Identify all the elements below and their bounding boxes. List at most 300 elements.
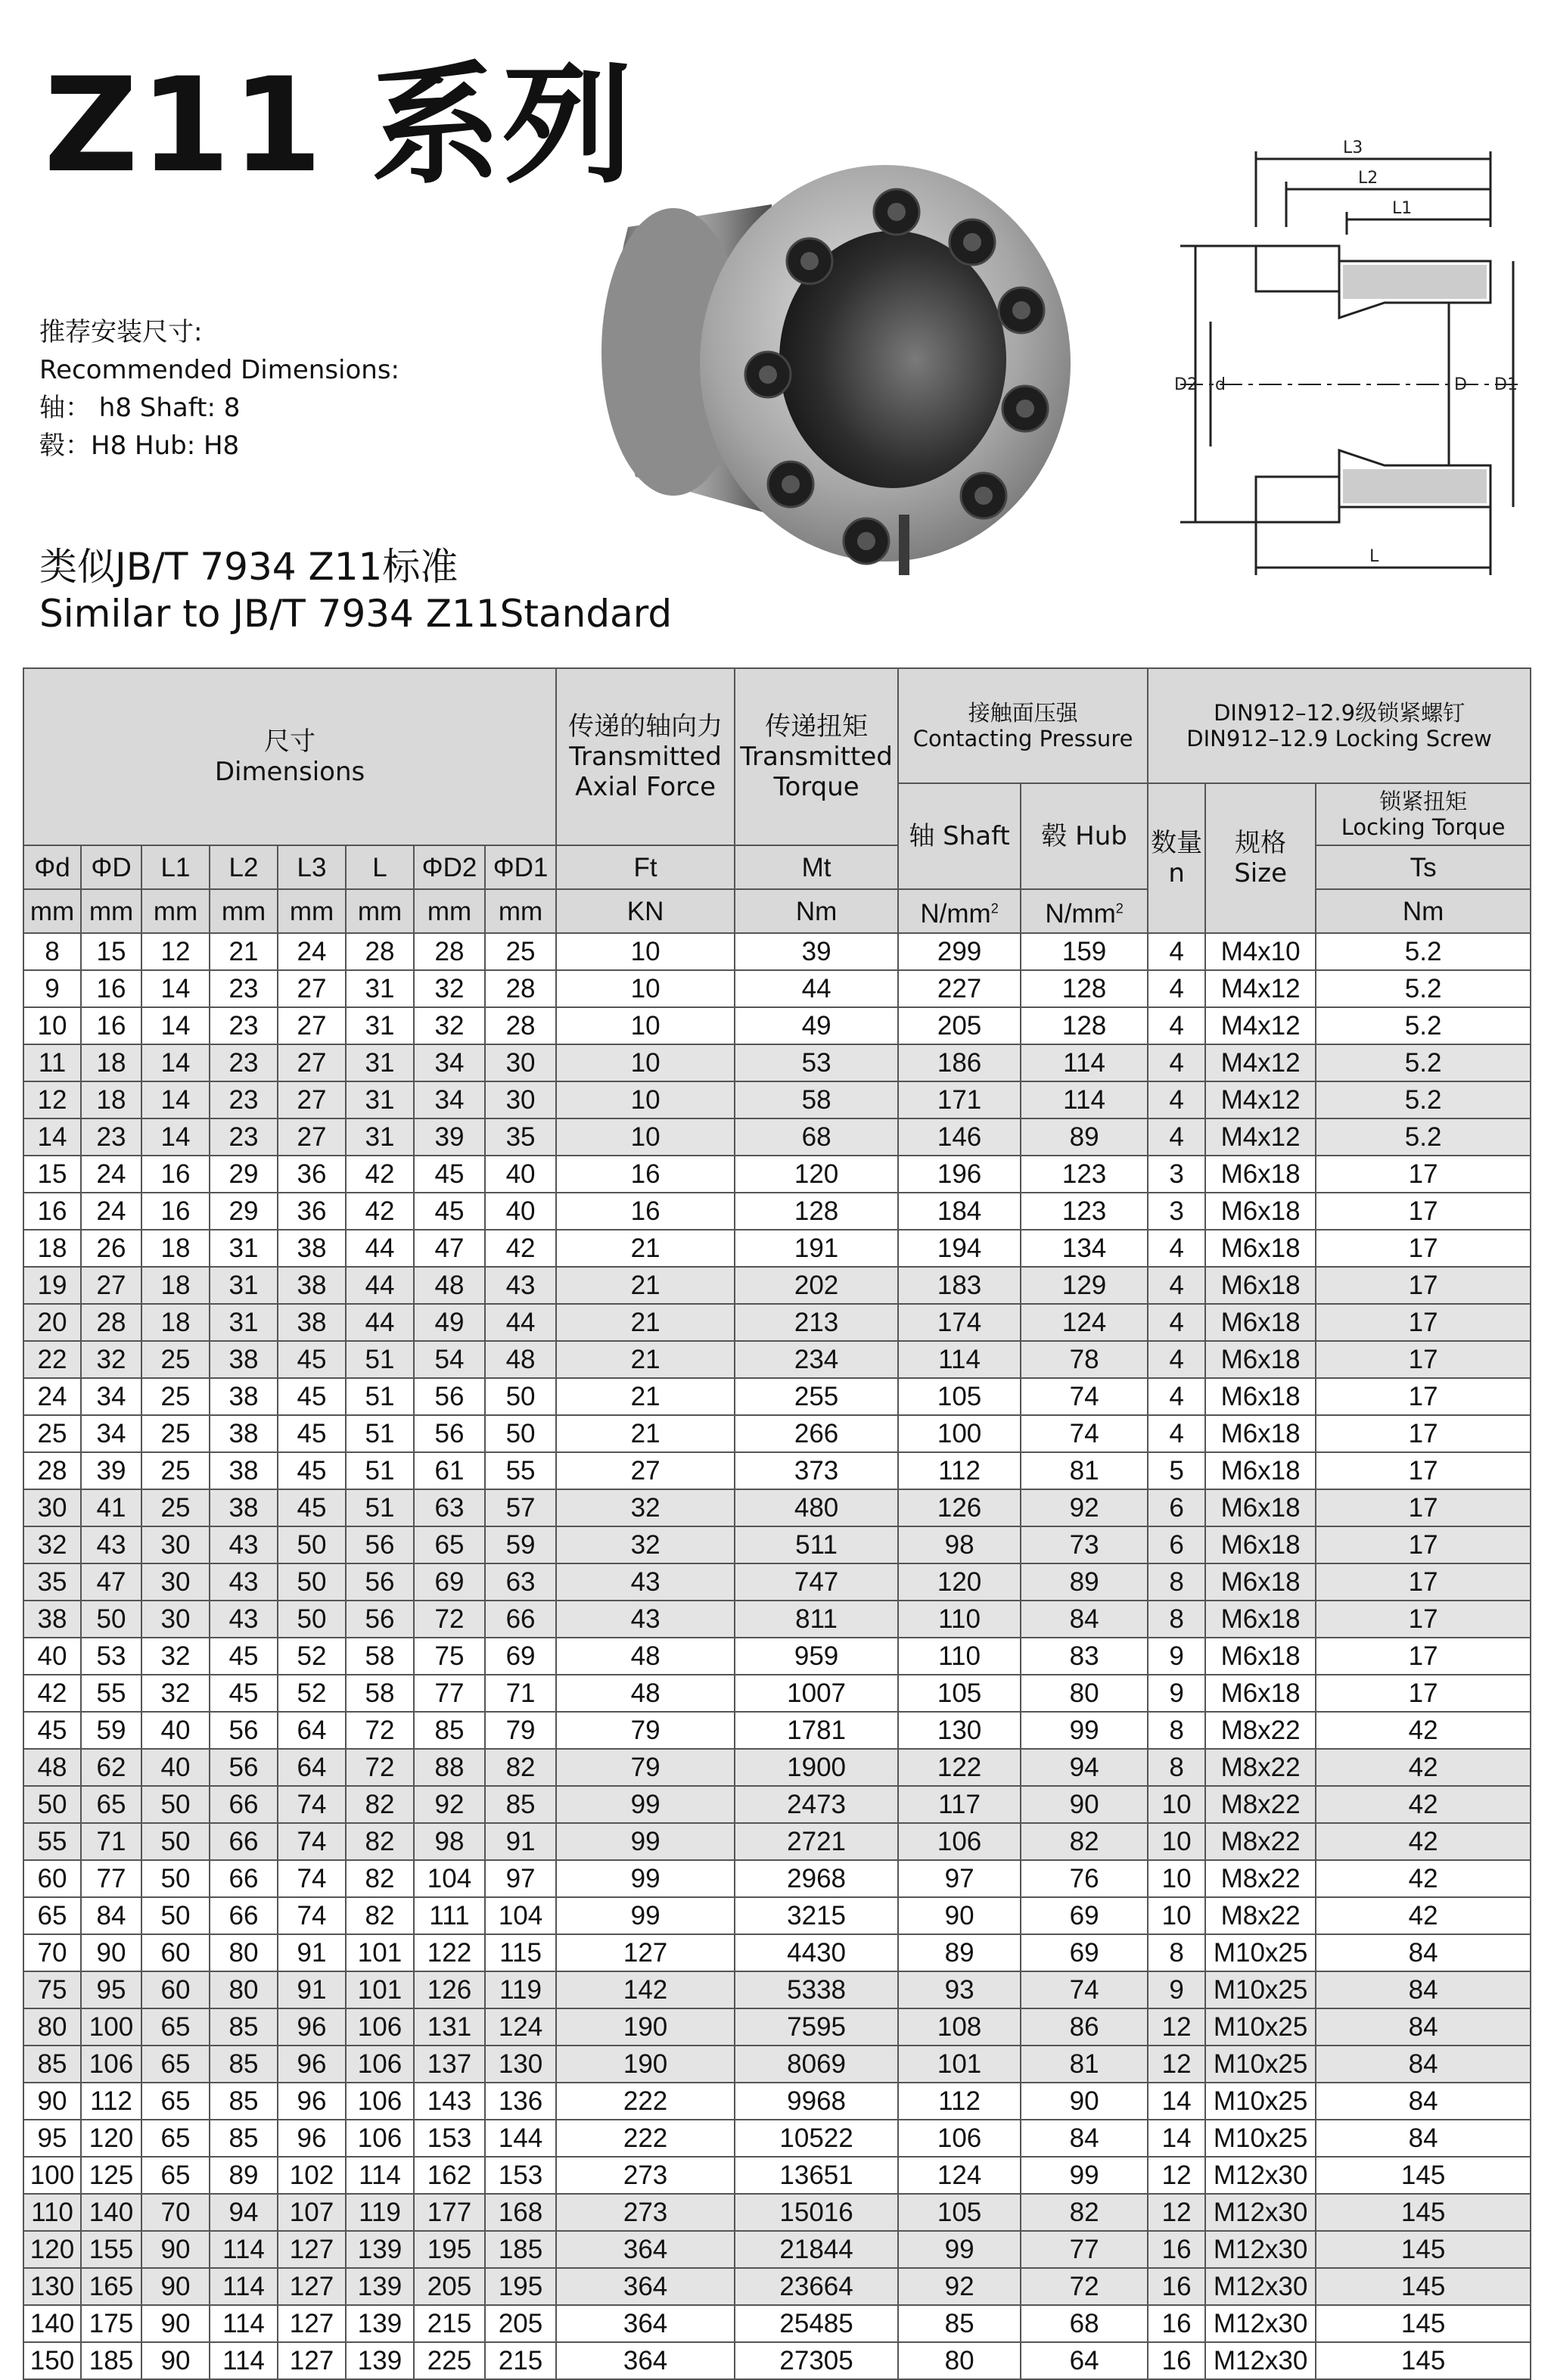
cell-size: M8x22	[1205, 1823, 1316, 1860]
cell-n: 8	[1148, 1712, 1205, 1749]
cell-n: 8	[1148, 1601, 1205, 1638]
cell-P1: 114	[1021, 1081, 1148, 1118]
cell-L: 56	[346, 1601, 414, 1638]
cell-L: 44	[346, 1304, 414, 1341]
cell-P1: 81	[1021, 2046, 1148, 2083]
cell-n: 12	[1148, 2008, 1205, 2046]
cell-P1: 73	[1021, 1526, 1148, 1563]
table-row	[23, 2268, 1531, 2305]
cell-L3: 45	[278, 1489, 346, 1526]
cell-size: M6x18	[1205, 1378, 1316, 1415]
cell-P: 110	[898, 1638, 1021, 1675]
cell-L3: 91	[278, 1971, 346, 2008]
cell-P1: 80	[1021, 1675, 1148, 1712]
cell-Ft: 79	[556, 1712, 735, 1749]
table-row	[23, 1267, 1531, 1304]
cell-L: 31	[346, 1081, 414, 1118]
cell-n: 10	[1148, 1786, 1205, 1823]
cell-n: 4	[1148, 1378, 1205, 1415]
cell-L: 42	[346, 1193, 414, 1230]
cell-size: M8x22	[1205, 1712, 1316, 1749]
cell-P1: 86	[1021, 2008, 1148, 2046]
cell-n: 3	[1148, 1193, 1205, 1230]
cell-d: 30	[23, 1489, 81, 1526]
cell-D1: 42	[485, 1230, 556, 1267]
header-unit-col-L2: mm	[210, 889, 278, 933]
cell-L3: 36	[278, 1193, 346, 1230]
cell-D1: 69	[485, 1638, 556, 1675]
cell-D2: 49	[414, 1304, 485, 1341]
cell-D1: 59	[485, 1526, 556, 1563]
cell-Ts: 42	[1316, 1823, 1531, 1860]
cell-L2: 66	[210, 1823, 278, 1860]
cell-D1: 43	[485, 1267, 556, 1304]
cell-Mt: 202	[735, 1267, 898, 1304]
cell-D: 41	[81, 1489, 141, 1526]
table-row	[23, 1749, 1531, 1786]
table-row	[23, 1897, 1531, 1934]
cell-d: 95	[23, 2120, 81, 2157]
cell-P: 120	[898, 1563, 1021, 1601]
cell-D1: 57	[485, 1489, 556, 1526]
cell-Ts: 17	[1316, 1601, 1531, 1638]
cell-D1: 40	[485, 1193, 556, 1230]
cell-d: 8	[23, 933, 81, 970]
cell-L: 42	[346, 1156, 414, 1193]
cell-D2: 85	[414, 1712, 485, 1749]
cell-size: M6x18	[1205, 1526, 1316, 1563]
cell-Mt: 49	[735, 1007, 898, 1044]
cell-Ft: 48	[556, 1638, 735, 1675]
cell-n: 12	[1148, 2157, 1205, 2194]
table-row	[23, 1601, 1531, 1638]
cell-P: 105	[898, 1675, 1021, 1712]
cell-Ts: 145	[1316, 2305, 1531, 2342]
cell-L2: 45	[210, 1638, 278, 1675]
cell-d: 18	[23, 1230, 81, 1267]
cell-P1: 82	[1021, 2194, 1148, 2231]
cell-d: 85	[23, 2046, 81, 2083]
cell-Ts: 84	[1316, 2120, 1531, 2157]
drawing-label-l3: L3	[1343, 138, 1363, 157]
cell-d: 25	[23, 1415, 81, 1452]
cell-P1: 129	[1021, 1267, 1148, 1304]
cell-L1: 70	[141, 2194, 210, 2231]
header-torque: 传递扭矩 Transmitted Torque	[735, 668, 898, 845]
cell-L2: 31	[210, 1230, 278, 1267]
cell-P1: 69	[1021, 1897, 1148, 1934]
cell-L2: 23	[210, 1044, 278, 1081]
header-qty: 数量 n	[1148, 783, 1205, 933]
cell-P: 299	[898, 933, 1021, 970]
cell-Ft: 10	[556, 1007, 735, 1044]
cell-D: 77	[81, 1860, 141, 1897]
cell-L2: 66	[210, 1786, 278, 1823]
cell-Mt: 68	[735, 1118, 898, 1156]
cell-D2: 205	[414, 2268, 485, 2305]
cell-d: 9	[23, 970, 81, 1007]
cell-P: 89	[898, 1934, 1021, 1971]
cell-size: M4x12	[1205, 1044, 1316, 1081]
cell-L2: 23	[210, 1118, 278, 1156]
cell-D1: 115	[485, 1934, 556, 1971]
cell-P: 112	[898, 2083, 1021, 2120]
cell-L3: 38	[278, 1230, 346, 1267]
cell-L1: 25	[141, 1341, 210, 1378]
cell-n: 4	[1148, 1007, 1205, 1044]
cell-Ts: 17	[1316, 1267, 1531, 1304]
cell-Mt: 44	[735, 970, 898, 1007]
header-unit-col-D2: mm	[414, 889, 485, 933]
cell-size: M6x18	[1205, 1193, 1316, 1230]
header-symbol-col-L1: L1	[141, 845, 210, 889]
cell-L: 58	[346, 1675, 414, 1712]
cell-size: M12x30	[1205, 2342, 1316, 2379]
cell-L2: 21	[210, 933, 278, 970]
cell-D: 55	[81, 1675, 141, 1712]
drawing-label-l1: L1	[1392, 199, 1413, 218]
cell-D: 84	[81, 1897, 141, 1934]
cell-D1: 55	[485, 1452, 556, 1489]
cell-size: M4x10	[1205, 933, 1316, 970]
cell-L3: 27	[278, 1007, 346, 1044]
cell-D: 24	[81, 1193, 141, 1230]
cell-L2: 114	[210, 2305, 278, 2342]
cell-L: 106	[346, 2120, 414, 2157]
cell-L2: 38	[210, 1341, 278, 1378]
cell-L: 101	[346, 1971, 414, 2008]
cell-L: 51	[346, 1378, 414, 1415]
cell-Ft: 364	[556, 2268, 735, 2305]
cell-P1: 74	[1021, 1415, 1148, 1452]
cell-D1: 63	[485, 1563, 556, 1601]
cell-Mt: 4430	[735, 1934, 898, 1971]
technical-drawing	[1158, 136, 1528, 590]
cell-d: 14	[23, 1118, 81, 1156]
cell-d: 28	[23, 1452, 81, 1489]
cell-P: 97	[898, 1860, 1021, 1897]
cell-Ft: 127	[556, 1934, 735, 1971]
cell-P: 80	[898, 2342, 1021, 2379]
header-unit-col-d: mm	[23, 889, 81, 933]
cell-Mt: 266	[735, 1415, 898, 1452]
cell-L2: 89	[210, 2157, 278, 2194]
cell-d: 48	[23, 1749, 81, 1786]
cell-D2: 131	[414, 2008, 485, 2046]
cell-d: 42	[23, 1675, 81, 1712]
header-locking-torque: 锁紧扭矩 Locking Torque	[1316, 783, 1531, 845]
cell-D: 18	[81, 1044, 141, 1081]
cell-P1: 76	[1021, 1860, 1148, 1897]
cell-L1: 40	[141, 1749, 210, 1786]
cell-D2: 215	[414, 2305, 485, 2342]
cell-D2: 153	[414, 2120, 485, 2157]
cell-D: 95	[81, 1971, 141, 2008]
cell-L2: 31	[210, 1267, 278, 1304]
cell-size: M4x12	[1205, 1007, 1316, 1044]
cell-L1: 65	[141, 2083, 210, 2120]
cell-Mt: 2473	[735, 1786, 898, 1823]
cell-D2: 77	[414, 1675, 485, 1712]
cell-L1: 14	[141, 1044, 210, 1081]
cell-Ft: 364	[556, 2231, 735, 2268]
drawing-label-d: d	[1215, 375, 1226, 394]
standard-note	[39, 543, 672, 637]
cell-P: 124	[898, 2157, 1021, 2194]
header-symbol-col-L2: L2	[210, 845, 278, 889]
cell-n: 9	[1148, 1675, 1205, 1712]
cell-L1: 16	[141, 1156, 210, 1193]
cell-L3: 74	[278, 1786, 346, 1823]
cell-L: 51	[346, 1341, 414, 1378]
cell-L: 56	[346, 1526, 414, 1563]
cell-n: 4	[1148, 1304, 1205, 1341]
cell-D: 15	[81, 933, 141, 970]
cell-P: 106	[898, 1823, 1021, 1860]
cell-P1: 123	[1021, 1193, 1148, 1230]
cell-size: M12x30	[1205, 2157, 1316, 2194]
cell-P: 196	[898, 1156, 1021, 1193]
cell-P1: 82	[1021, 1823, 1148, 1860]
cell-L3: 107	[278, 2194, 346, 2231]
cell-Ts: 145	[1316, 2231, 1531, 2268]
cell-P: 122	[898, 1749, 1021, 1786]
cell-D: 47	[81, 1563, 141, 1601]
cell-d: 65	[23, 1897, 81, 1934]
cell-D1: 28	[485, 1007, 556, 1044]
cell-Mt: 191	[735, 1230, 898, 1267]
cell-L3: 27	[278, 1081, 346, 1118]
cell-P: 171	[898, 1081, 1021, 1118]
cell-Ft: 364	[556, 2342, 735, 2379]
cell-Ts: 5.2	[1316, 1007, 1531, 1044]
cell-L: 82	[346, 1860, 414, 1897]
cell-D1: 25	[485, 933, 556, 970]
cell-P1: 74	[1021, 1378, 1148, 1415]
cell-L1: 18	[141, 1304, 210, 1341]
cell-P1: 89	[1021, 1118, 1148, 1156]
cell-D1: 185	[485, 2231, 556, 2268]
cell-D2: 28	[414, 933, 485, 970]
cell-D2: 92	[414, 1786, 485, 1823]
cell-L3: 96	[278, 2120, 346, 2157]
header-symbol-col-Mt: Mt	[735, 845, 898, 889]
cell-L: 106	[346, 2008, 414, 2046]
table-row	[23, 1489, 1531, 1526]
cell-n: 14	[1148, 2083, 1205, 2120]
cell-P1: 68	[1021, 2305, 1148, 2342]
header-size: 规格 Size	[1205, 783, 1316, 933]
cell-size: M6x18	[1205, 1341, 1316, 1378]
cell-L: 31	[346, 1118, 414, 1156]
cell-D1: 30	[485, 1081, 556, 1118]
cell-P: 112	[898, 1452, 1021, 1489]
cell-L3: 45	[278, 1452, 346, 1489]
header-hub: 毂 Hub	[1021, 783, 1148, 889]
cell-D: 125	[81, 2157, 141, 2194]
cell-d: 40	[23, 1638, 81, 1675]
cell-Ft: 21	[556, 1304, 735, 1341]
cell-L2: 38	[210, 1452, 278, 1489]
cell-L1: 50	[141, 1897, 210, 1934]
cell-D2: 98	[414, 1823, 485, 1860]
page-title: Z11 系列	[44, 49, 634, 201]
cell-D: 24	[81, 1156, 141, 1193]
cell-L2: 23	[210, 970, 278, 1007]
cell-Ts: 17	[1316, 1526, 1531, 1563]
cell-L: 31	[346, 970, 414, 1007]
cell-L1: 25	[141, 1452, 210, 1489]
cell-d: 60	[23, 1860, 81, 1897]
cell-size: M6x18	[1205, 1452, 1316, 1489]
cell-P: 194	[898, 1230, 1021, 1267]
cell-n: 4	[1148, 1230, 1205, 1267]
header-shaft: 轴 Shaft	[898, 783, 1021, 889]
cell-Ft: 10	[556, 1044, 735, 1081]
cell-Ft: 21	[556, 1415, 735, 1452]
cell-L2: 114	[210, 2231, 278, 2268]
cell-Ft: 21	[556, 1267, 735, 1304]
cell-d: 90	[23, 2083, 81, 2120]
table-row	[23, 1415, 1531, 1452]
cell-d: 110	[23, 2194, 81, 2231]
standard-cn: 类似JB/T 7934 Z11标准	[39, 545, 458, 589]
cell-n: 10	[1148, 1823, 1205, 1860]
header-symbol-col-Ft: Ft	[556, 845, 735, 889]
table-row	[23, 1378, 1531, 1415]
cell-P: 117	[898, 1786, 1021, 1823]
cell-P: 106	[898, 2120, 1021, 2157]
cell-Ts: 17	[1316, 1415, 1531, 1452]
table-row	[23, 2231, 1531, 2268]
cell-Ft: 10	[556, 970, 735, 1007]
cell-size: M10x25	[1205, 2083, 1316, 2120]
cell-L2: 85	[210, 2046, 278, 2083]
cell-D: 53	[81, 1638, 141, 1675]
cell-L3: 96	[278, 2008, 346, 2046]
cell-L3: 50	[278, 1563, 346, 1601]
cell-L2: 85	[210, 2120, 278, 2157]
cell-D1: 119	[485, 1971, 556, 2008]
cell-d: 22	[23, 1341, 81, 1378]
cell-L: 72	[346, 1749, 414, 1786]
cell-Mt: 10522	[735, 2120, 898, 2157]
cell-L2: 80	[210, 1934, 278, 1971]
cell-D2: 88	[414, 1749, 485, 1786]
cell-P1: 90	[1021, 1786, 1148, 1823]
cell-D1: 66	[485, 1601, 556, 1638]
cell-D1: 85	[485, 1786, 556, 1823]
cell-Ts: 42	[1316, 1712, 1531, 1749]
cell-Ft: 21	[556, 1378, 735, 1415]
cell-L: 139	[346, 2268, 414, 2305]
cell-d: 100	[23, 2157, 81, 2194]
cell-D1: 104	[485, 1897, 556, 1934]
cell-D: 50	[81, 1601, 141, 1638]
cell-D2: 48	[414, 1267, 485, 1304]
cell-P1: 72	[1021, 2268, 1148, 2305]
cell-Ts: 17	[1316, 1193, 1531, 1230]
cell-size: M10x25	[1205, 1934, 1316, 1971]
cell-L1: 30	[141, 1601, 210, 1638]
cell-P1: 128	[1021, 1007, 1148, 1044]
cell-d: 32	[23, 1526, 81, 1563]
cell-D2: 54	[414, 1341, 485, 1378]
cell-Ft: 99	[556, 1786, 735, 1823]
cell-n: 8	[1148, 1749, 1205, 1786]
cell-D2: 225	[414, 2342, 485, 2379]
cell-D2: 63	[414, 1489, 485, 1526]
cell-n: 4	[1148, 1267, 1205, 1304]
cell-D1: 35	[485, 1118, 556, 1156]
cell-D1: 50	[485, 1378, 556, 1415]
cell-n: 4	[1148, 933, 1205, 970]
cell-size: M6x18	[1205, 1489, 1316, 1526]
table-row	[23, 1786, 1531, 1823]
cell-Ts: 84	[1316, 1934, 1531, 1971]
cell-n: 4	[1148, 1118, 1205, 1156]
recommended-line-3: 轴： h8 Shaft: 8	[39, 393, 241, 423]
cell-Ft: 99	[556, 1823, 735, 1860]
cell-L3: 74	[278, 1860, 346, 1897]
cell-L: 114	[346, 2157, 414, 2194]
cell-size: M4x12	[1205, 970, 1316, 1007]
cell-Mt: 2968	[735, 1860, 898, 1897]
cell-L1: 12	[141, 933, 210, 970]
cell-Ts: 42	[1316, 1749, 1531, 1786]
cell-P: 98	[898, 1526, 1021, 1563]
cell-D1: 153	[485, 2157, 556, 2194]
cell-Ft: 10	[556, 1118, 735, 1156]
cell-size: M6x18	[1205, 1304, 1316, 1341]
cell-Ts: 17	[1316, 1452, 1531, 1489]
cell-Ts: 5.2	[1316, 1081, 1531, 1118]
cell-L1: 16	[141, 1193, 210, 1230]
cell-L1: 90	[141, 2268, 210, 2305]
cell-L3: 96	[278, 2046, 346, 2083]
cell-Mt: 959	[735, 1638, 898, 1675]
cell-P: 105	[898, 2194, 1021, 2231]
cell-L1: 40	[141, 1712, 210, 1749]
cell-L3: 52	[278, 1638, 346, 1675]
cell-L2: 43	[210, 1601, 278, 1638]
cell-P: 183	[898, 1267, 1021, 1304]
cell-L3: 45	[278, 1378, 346, 1415]
header-unit-col-D: mm	[81, 889, 141, 933]
cell-size: M6x18	[1205, 1230, 1316, 1267]
cell-D: 32	[81, 1341, 141, 1378]
cell-L1: 14	[141, 970, 210, 1007]
cell-d: 120	[23, 2231, 81, 2268]
header-symbol-col-L3: L3	[278, 845, 346, 889]
cell-Ts: 145	[1316, 2194, 1531, 2231]
cell-Ft: 273	[556, 2194, 735, 2231]
header-symbol-col-D2: ΦD2	[414, 845, 485, 889]
cell-D1: 168	[485, 2194, 556, 2231]
cell-L3: 50	[278, 1601, 346, 1638]
table-row	[23, 933, 1531, 970]
cell-n: 8	[1148, 1934, 1205, 1971]
cell-n: 9	[1148, 1971, 1205, 2008]
cell-size: M10x25	[1205, 2008, 1316, 2046]
cell-L1: 90	[141, 2342, 210, 2379]
cell-D1: 82	[485, 1749, 556, 1786]
cell-Ft: 190	[556, 2008, 735, 2046]
cell-P: 174	[898, 1304, 1021, 1341]
cell-P: 92	[898, 2268, 1021, 2305]
cell-Mt: 9968	[735, 2083, 898, 2120]
cell-Ts: 145	[1316, 2157, 1531, 2194]
